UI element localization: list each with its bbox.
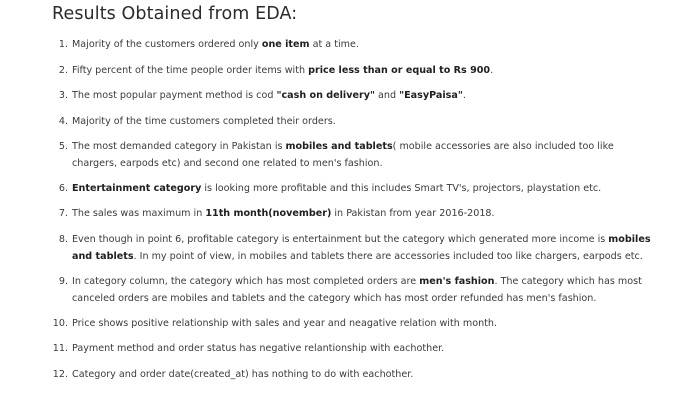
finding-text-segment: In category column, the category which has most completed orders are [72, 276, 420, 287]
finding-emphasis: men's fashion [419, 276, 495, 287]
finding-text [72, 315, 652, 332]
finding-text-segment: . The category which has most canceled orders are mobiles and tablets and the category which has most order refunded has men's fashion. [72, 276, 642, 304]
finding-text-segment: Category and order date(created_at) has nothing to do with eachother. [72, 369, 414, 380]
finding-number: 8. [58, 234, 68, 245]
finding-number: 9. [58, 276, 68, 287]
finding-text-segment: Price shows positive relationship with sales and year and neagative relation with month. [72, 318, 498, 329]
finding-text-segment: The most demanded category in Pakistan is [72, 141, 286, 152]
finding-text [72, 273, 652, 307]
finding-text-segment: at a time. [309, 39, 359, 50]
finding-number: 6. [58, 183, 68, 194]
finding-text-segment: Even though in point 6, profitable category is entertainment but the category which generated more income is [72, 234, 609, 245]
finding-text [72, 87, 652, 104]
finding-text [72, 231, 652, 265]
finding-text [72, 205, 652, 222]
finding-emphasis: one item [261, 39, 310, 50]
finding-text-segment: . [462, 90, 466, 101]
finding-text [72, 180, 652, 197]
section-heading: Results Obtained from EDA: [52, 4, 298, 24]
finding-text-segment: in Pakistan from year 2016-2018. [331, 208, 495, 219]
finding-text-segment: Majority of the time customers completed their orders. [72, 116, 336, 127]
finding-emphasis: "EasyPaisa" [399, 90, 463, 101]
finding-text-segment: The most popular payment method is cod [72, 90, 277, 101]
finding-text-segment: ( mobile accessories are also included too like chargers, earpods etc) and second one related to men's fashion. [72, 141, 614, 169]
finding-text-segment: Payment method and order status has negative relantionship with eachother. [72, 343, 445, 354]
finding-emphasis: Entertainment category [72, 183, 202, 194]
finding-text-segment: Fifty percent of the time people order items with [72, 65, 309, 76]
finding-text [72, 138, 652, 172]
finding-text [72, 366, 652, 383]
finding-emphasis: mobiles and tablets [72, 234, 651, 262]
finding-number: 7. [58, 208, 68, 219]
finding-emphasis: 11th month(november) [205, 208, 332, 219]
finding-emphasis: mobiles and tablets [285, 141, 393, 152]
finding-number: 2. [58, 65, 68, 76]
finding-text [72, 62, 652, 79]
finding-number: 4. [58, 116, 68, 127]
finding-number: 10. [52, 318, 68, 329]
finding-emphasis: "cash on delivery" [276, 90, 375, 101]
finding-number: 3. [58, 90, 68, 101]
finding-number: 5. [58, 141, 68, 152]
finding-text-segment: is looking more profitable and this includes Smart TV's, projectors, playstation etc. [201, 183, 602, 194]
finding-number: 12. [52, 369, 68, 380]
finding-text-segment: The sales was maximum in [72, 208, 206, 219]
finding-emphasis: price less than or equal to Rs 900 [308, 65, 491, 76]
finding-number: 1. [58, 39, 68, 50]
finding-text [72, 340, 652, 357]
finding-text [72, 36, 652, 53]
finding-text [72, 113, 652, 130]
finding-text-segment: Majority of the customers ordered only [72, 39, 262, 50]
finding-text-segment: . In my point of view, in mobiles and tablets there are accessories included too like chargers, earpods etc. [133, 251, 643, 262]
finding-text-segment: . [490, 65, 494, 76]
finding-text-segment: and [374, 90, 400, 101]
finding-number: 11. [52, 343, 68, 354]
